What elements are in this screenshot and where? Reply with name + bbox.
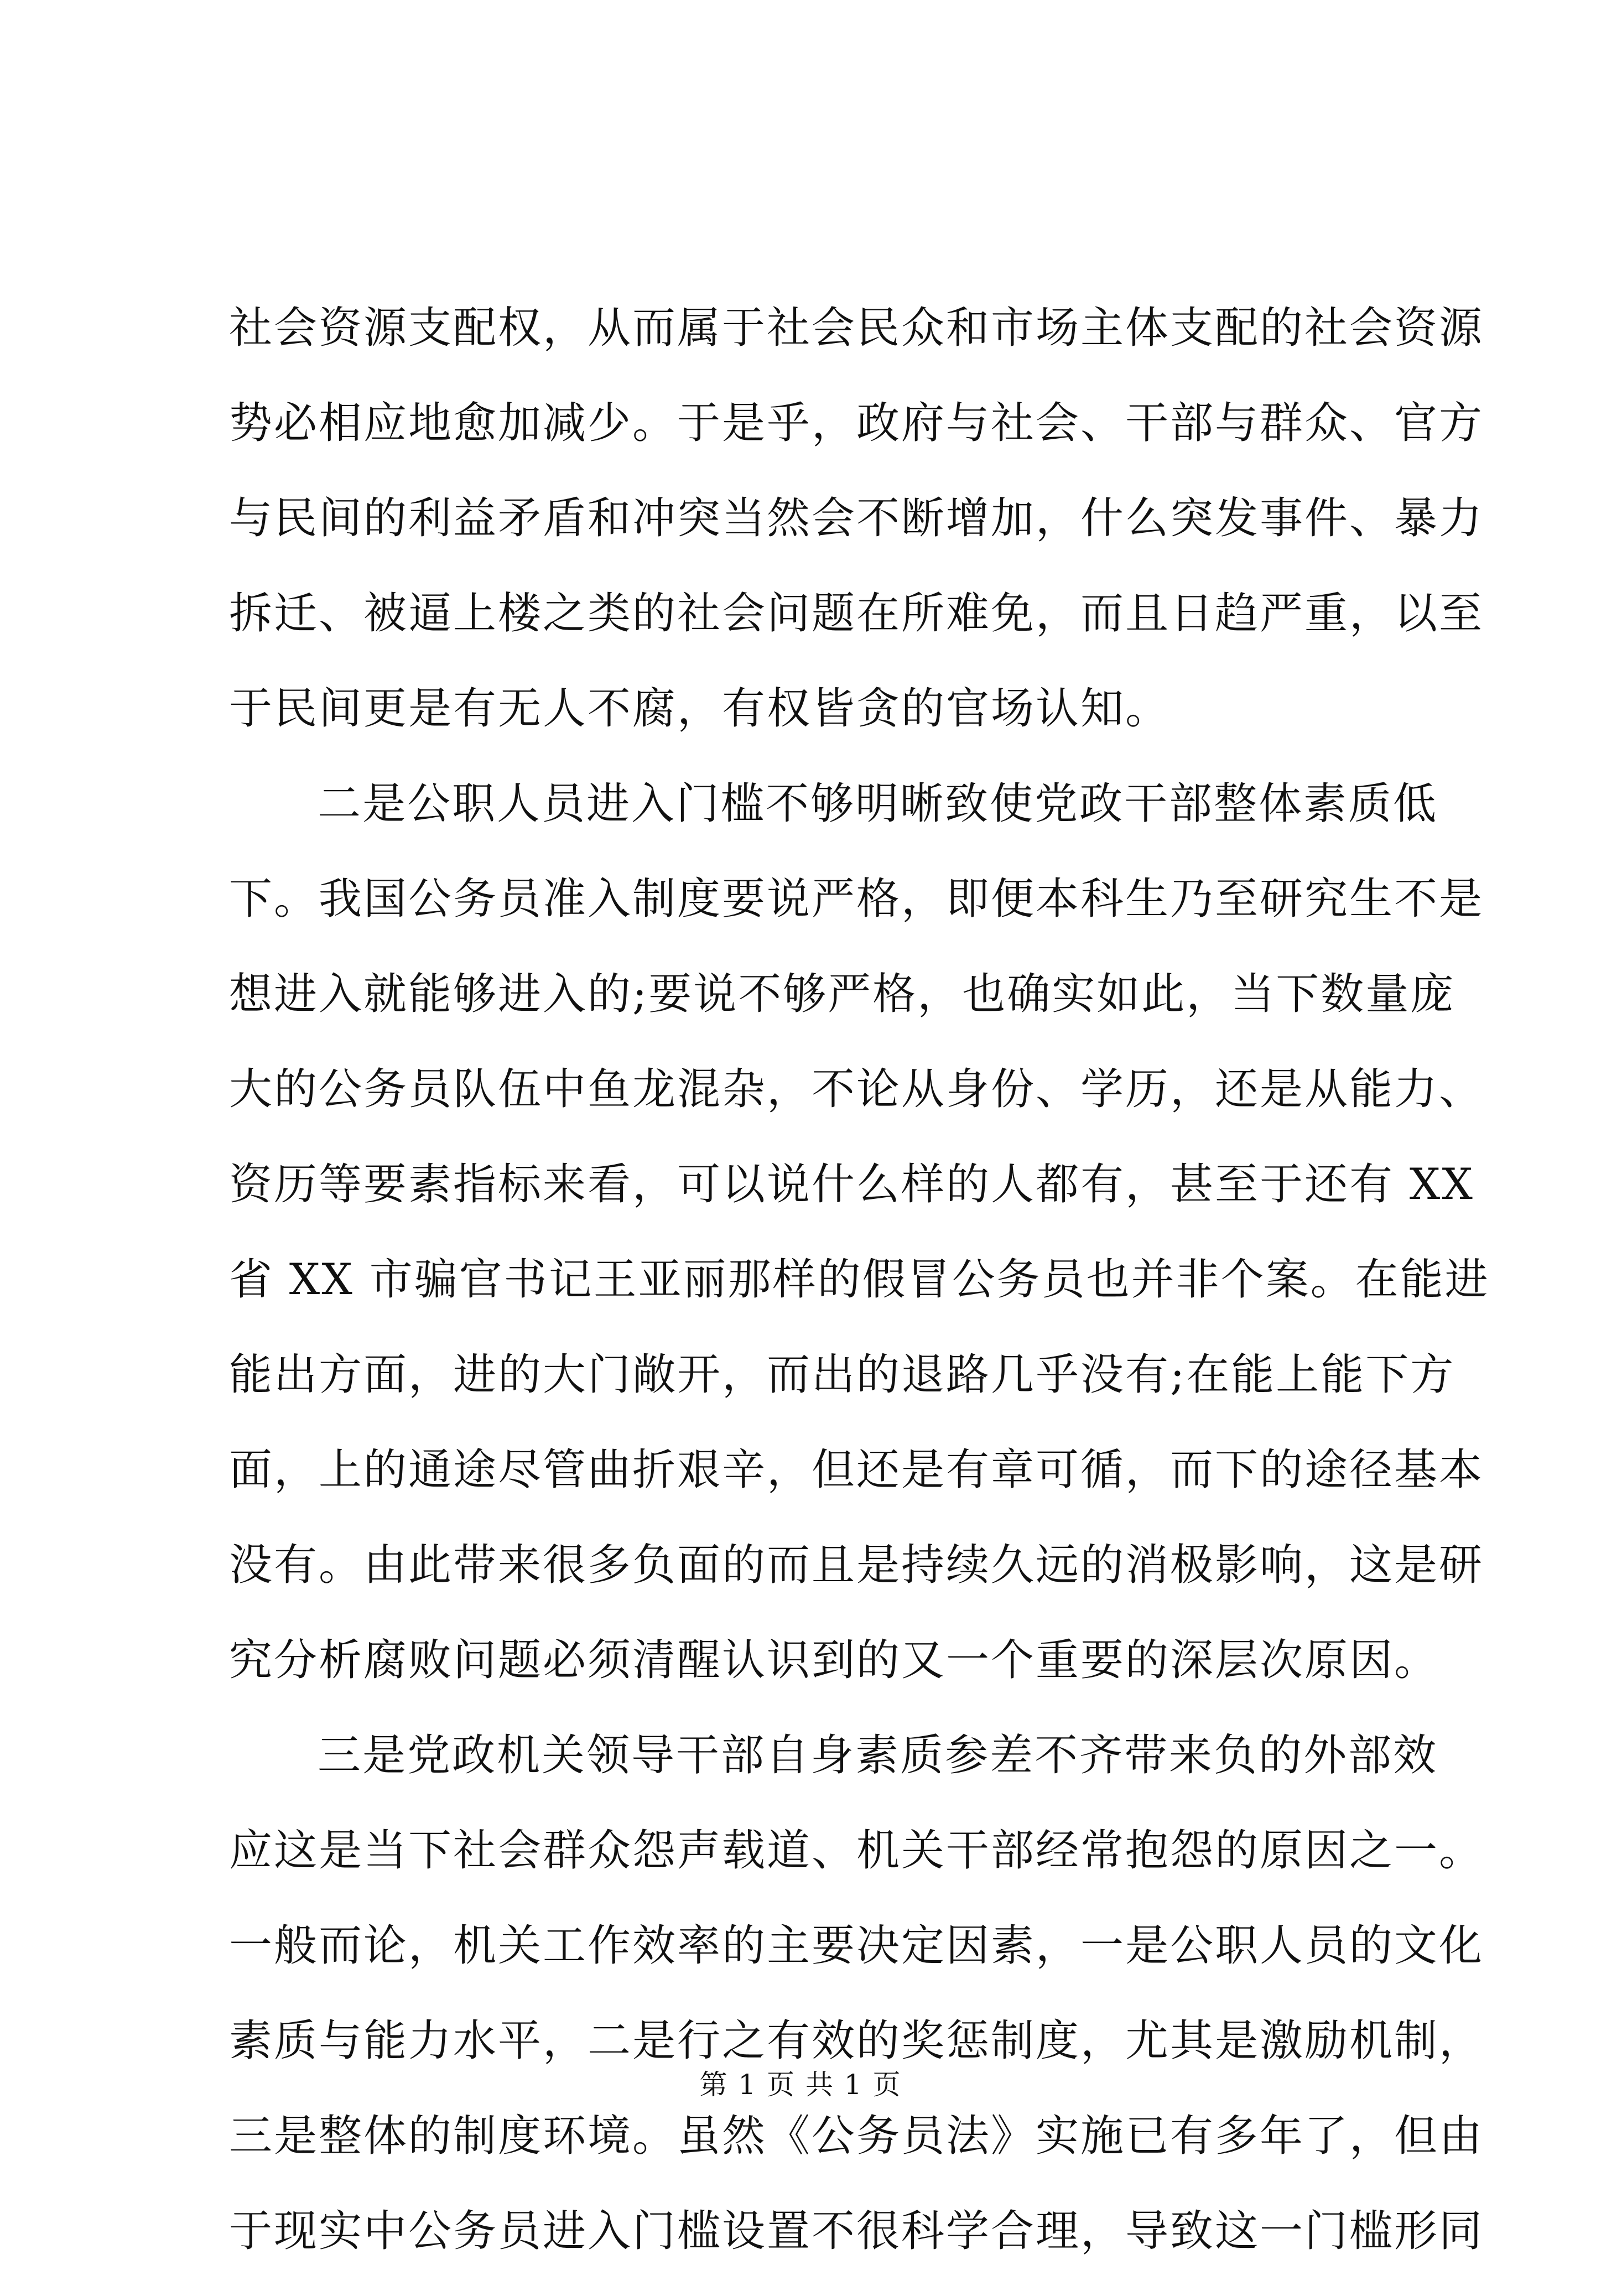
text-line: 于民间更是有无人不腐，有权皆贪的官场认知。	[229, 684, 1171, 734]
body-text	[229, 298, 1490, 2296]
text-line: 势必相应地愈加减少。于是乎，政府与社会、干部与群众、官方	[229, 398, 1484, 448]
text-line: 省 XX 市骗官书记王亚丽那样的假冒公务员也并非个案。在能进	[229, 1255, 1490, 1305]
text-line: 能出方面，进的大门敞开，而出的退路几乎没有;在能上能下方	[229, 1350, 1456, 1400]
text-line: 面，上的通途尽管曲折艰辛，但还是有章可循，而下的途径基本	[229, 1445, 1484, 1495]
text-line: 下。我国公务员准入制度要说严格，即便本科生乃至研究生不是	[229, 874, 1484, 924]
text-line: 于现实中公务员进入门槛设置不很科学合理，导致这一门槛形同	[229, 2206, 1484, 2256]
text-line: 拆迁、被逼上楼之类的社会问题在所难免，而且日趋严重，以至	[229, 589, 1484, 638]
text-line: 社会资源支配权，从而属于社会民众和市场主体支配的社会资源	[229, 303, 1484, 353]
text-line: 三是整体的制度环境。虽然《公务员法》实施已有多年了，但由	[229, 2111, 1484, 2161]
text-line: 究分析腐败问题必须清醒认识到的又一个重要的深层次原因。	[229, 1635, 1439, 1685]
paragraph-start-line: 三是党政机关领导干部自身素质参差不齐带来负的外部效	[318, 1731, 1438, 1780]
text-line: 想进入就能够进入的;要说不够严格，也确实如此，当下数量庞	[229, 969, 1456, 1019]
text-line: 一般而论，机关工作效率的主要决定因素，一是公职人员的文化	[229, 1921, 1484, 1971]
paragraph-start-line: 二是公职人员进入门槛不够明晰致使党政干部整体素质低	[318, 779, 1438, 829]
text-line: 资历等要素指标来看，可以说什么样的人都有，甚至于还有 XX	[229, 1160, 1474, 1209]
page-footer: 第 1 页 共 1 页	[699, 2069, 902, 2101]
text-line: 没有。由此带来很多负面的而且是持续久远的消极影响，这是研	[229, 1540, 1484, 1590]
text-line: 应这是当下社会群众怨声载道、机关干部经常抱怨的原因之一。	[229, 1826, 1484, 1876]
text-line: 与民间的利益矛盾和冲突当然会不断增加，什么突发事件、暴力	[229, 494, 1484, 543]
text-line: 大的公务员队伍中鱼龙混杂，不论从身份、学历，还是从能力、	[229, 1064, 1484, 1114]
text-line: 素质与能力水平，二是行之有效的奖惩制度，尤其是激励机制，	[229, 2016, 1484, 2066]
